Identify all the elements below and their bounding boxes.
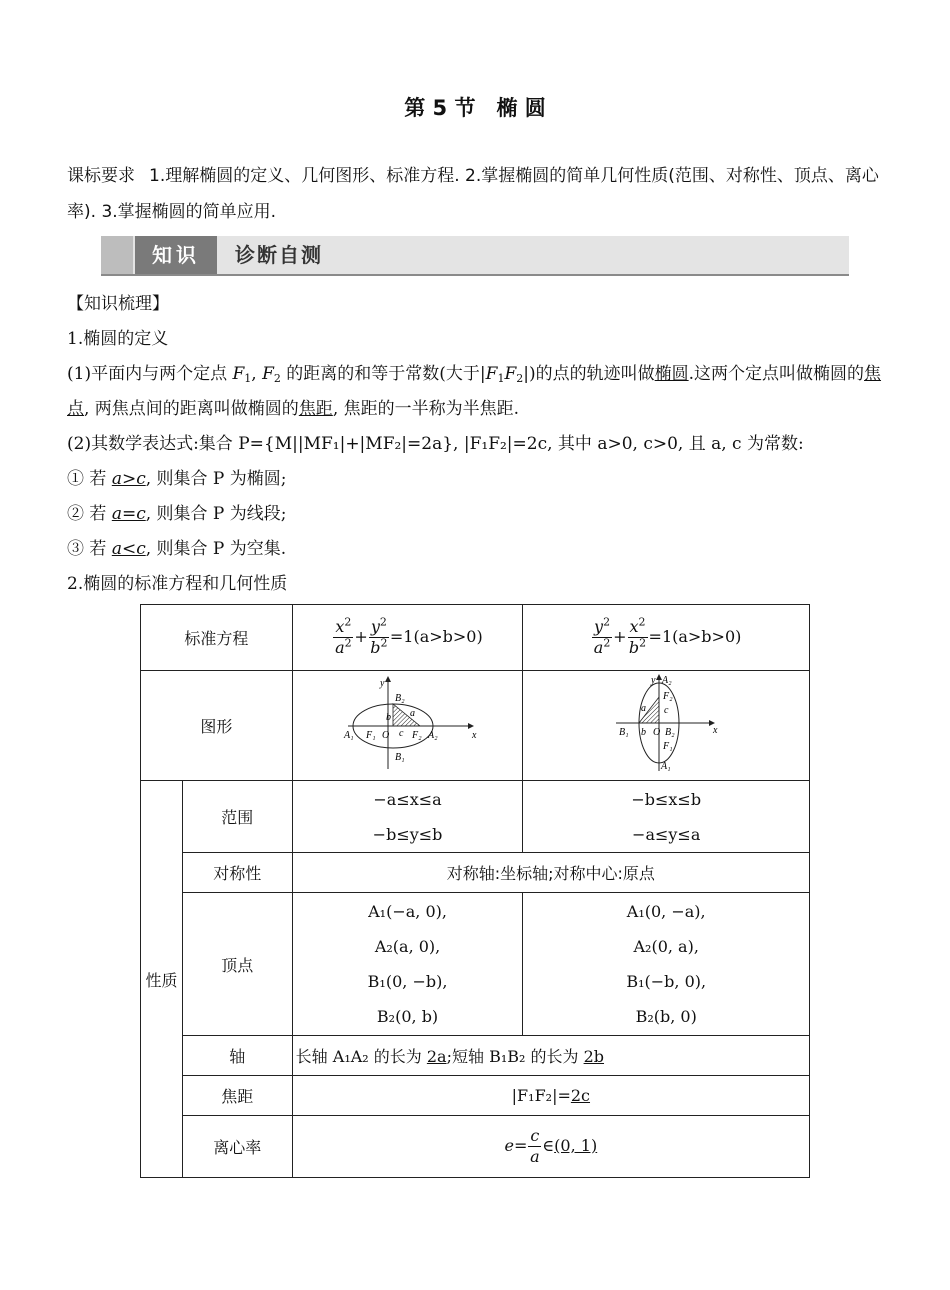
fig1-label-a1: A₁ — [343, 729, 354, 741]
definition-paragraph-2: (2)其数学表达式:集合 P={M||MF₁|+|MF₂|=2a}, |F₁F₂|=2c, 其中 a>0, c>0, 且 a, c 为常数: — [67, 434, 804, 454]
header-range: 范围 — [182, 781, 292, 853]
fig1-label-a: a — [409, 707, 415, 719]
symmetry-value: 对称轴:坐标轴;对称中心:原点 — [292, 853, 809, 893]
requirements-tag: 课标要求 — [67, 166, 135, 186]
fig2-label-y: y — [651, 674, 656, 686]
banner-diagnosis: 诊断自测 — [235, 243, 323, 267]
fig2-label-o: O — [653, 726, 661, 738]
fig2-label-a: a — [641, 702, 647, 714]
fig2-label-f2: F₂ — [663, 690, 673, 702]
case-1: ① 若 a>c, 则集合 P 为椭圆; — [67, 469, 287, 489]
figure-horizontal-cell — [292, 671, 523, 781]
equation-vertical: $\frac{y^2}{a^2}$ + $\frac{x^2}{b^2}$ =1(a>b>0) — [523, 605, 810, 671]
header-standard-equation: 标准方程 — [141, 605, 293, 671]
fig2-label-a1: A₁ — [661, 760, 671, 772]
fig1-label-a2: A₂ — [427, 729, 438, 741]
fig1-label-c: c — [398, 727, 403, 739]
fig2-label-b: b — [641, 726, 647, 738]
fig1-label-b: b — [385, 711, 391, 723]
case-2: ② 若 a=c, 则集合 P 为线段; — [67, 504, 287, 524]
banner-accent — [101, 236, 133, 274]
case-3: ③ 若 a<c, 则集合 P 为空集. — [67, 539, 287, 559]
range-vertical: −b≤x≤b −a≤y≤a — [523, 781, 810, 853]
fig2-label-b1: B₁ — [619, 726, 629, 738]
fig2-label-c: c — [664, 704, 669, 716]
header-figure: 图形 — [141, 671, 293, 781]
horizontal-ellipse-figure — [338, 674, 478, 774]
focal-distance-value: |F₁F₂|=2c — [292, 1076, 809, 1116]
figure-vertical-cell — [523, 671, 810, 781]
section-heading: 【知识梳理】 — [67, 294, 169, 314]
knowledge-body — [67, 287, 882, 602]
range-horizontal: −a≤x≤a −b≤y≤b — [292, 781, 523, 853]
fig1-label-y: y — [379, 677, 384, 689]
fig1-label-x: x — [471, 729, 476, 741]
fig1-label-b2: B₂ — [394, 692, 405, 704]
fig1-label-o: O — [381, 729, 389, 741]
standard-heading: 2.椭圆的标准方程和几何性质 — [67, 574, 288, 594]
vertex-horizontal: A₁(−a, 0), A₂(a, 0), B₁(0, −b), B₂(0, b) — [292, 893, 523, 1036]
page-title: 第 5 节 椭 圆 — [404, 96, 546, 120]
term-focal: 焦距 — [298, 399, 333, 419]
header-vertex: 顶点 — [182, 893, 292, 1036]
fig2-label-b2: B₂ — [665, 726, 675, 738]
term-ellipse: 椭圆 — [654, 364, 689, 384]
definition-paragraph-1: (1)平面内与两个定点 $F_1$, $F_2$ 的距离的和等于常数(大于$|F_1F_2|$)的点的轨迹叫做椭圆.这两个定点叫做椭圆的焦点, 两焦点间的距离叫做椭圆的焦距, 焦距的一半称为半焦距. — [67, 364, 882, 419]
header-focal-distance: 焦距 — [182, 1076, 292, 1116]
term-focus: 焦点 — [67, 364, 882, 419]
fig1-label-f2: F₂ — [411, 729, 422, 741]
fig2-label-x: x — [713, 724, 718, 736]
fig2-label-a2: A₂ — [662, 674, 672, 686]
vertex-vertical: A₁(0, −a), A₂(0, a), B₁(−b, 0), B₂(b, 0) — [523, 893, 810, 1036]
header-eccentricity: 离心率 — [182, 1116, 292, 1178]
header-symmetry: 对称性 — [182, 853, 292, 893]
equation-horizontal: $\frac{x^2}{a^2}$ + $\frac{y^2}{b^2}$ =1(a>b>0) — [292, 605, 523, 671]
vertical-ellipse-figure — [611, 673, 721, 775]
fig1-label-b1: B₁ — [394, 751, 405, 763]
header-axis: 轴 — [182, 1036, 292, 1076]
fig1-label-f1: F₁ — [365, 729, 376, 741]
ellipse-properties-table — [140, 604, 810, 1178]
fig2-label-f1: F₁ — [663, 740, 673, 752]
eccentricity-value: e= $\frac{c}{a}$ ∈(0, 1) — [292, 1116, 809, 1178]
axis-value: 长轴 A₁A₂ 的长为 2a;短轴 B₁B₂ 的长为 2b — [292, 1036, 809, 1076]
course-requirements — [67, 158, 887, 230]
banner-knowledge: 知识 — [135, 236, 217, 274]
requirements-text: 1.理解椭圆的定义、几何图形、标准方程. 2.掌握椭圆的简单几何性质(范围、对称性、顶点、离心率). 3.掌握椭圆的简单应用. — [67, 166, 879, 222]
definition-heading: 1.椭圆的定义 — [67, 329, 169, 349]
section-banner — [101, 236, 849, 276]
header-properties: 性质 — [141, 781, 183, 1178]
